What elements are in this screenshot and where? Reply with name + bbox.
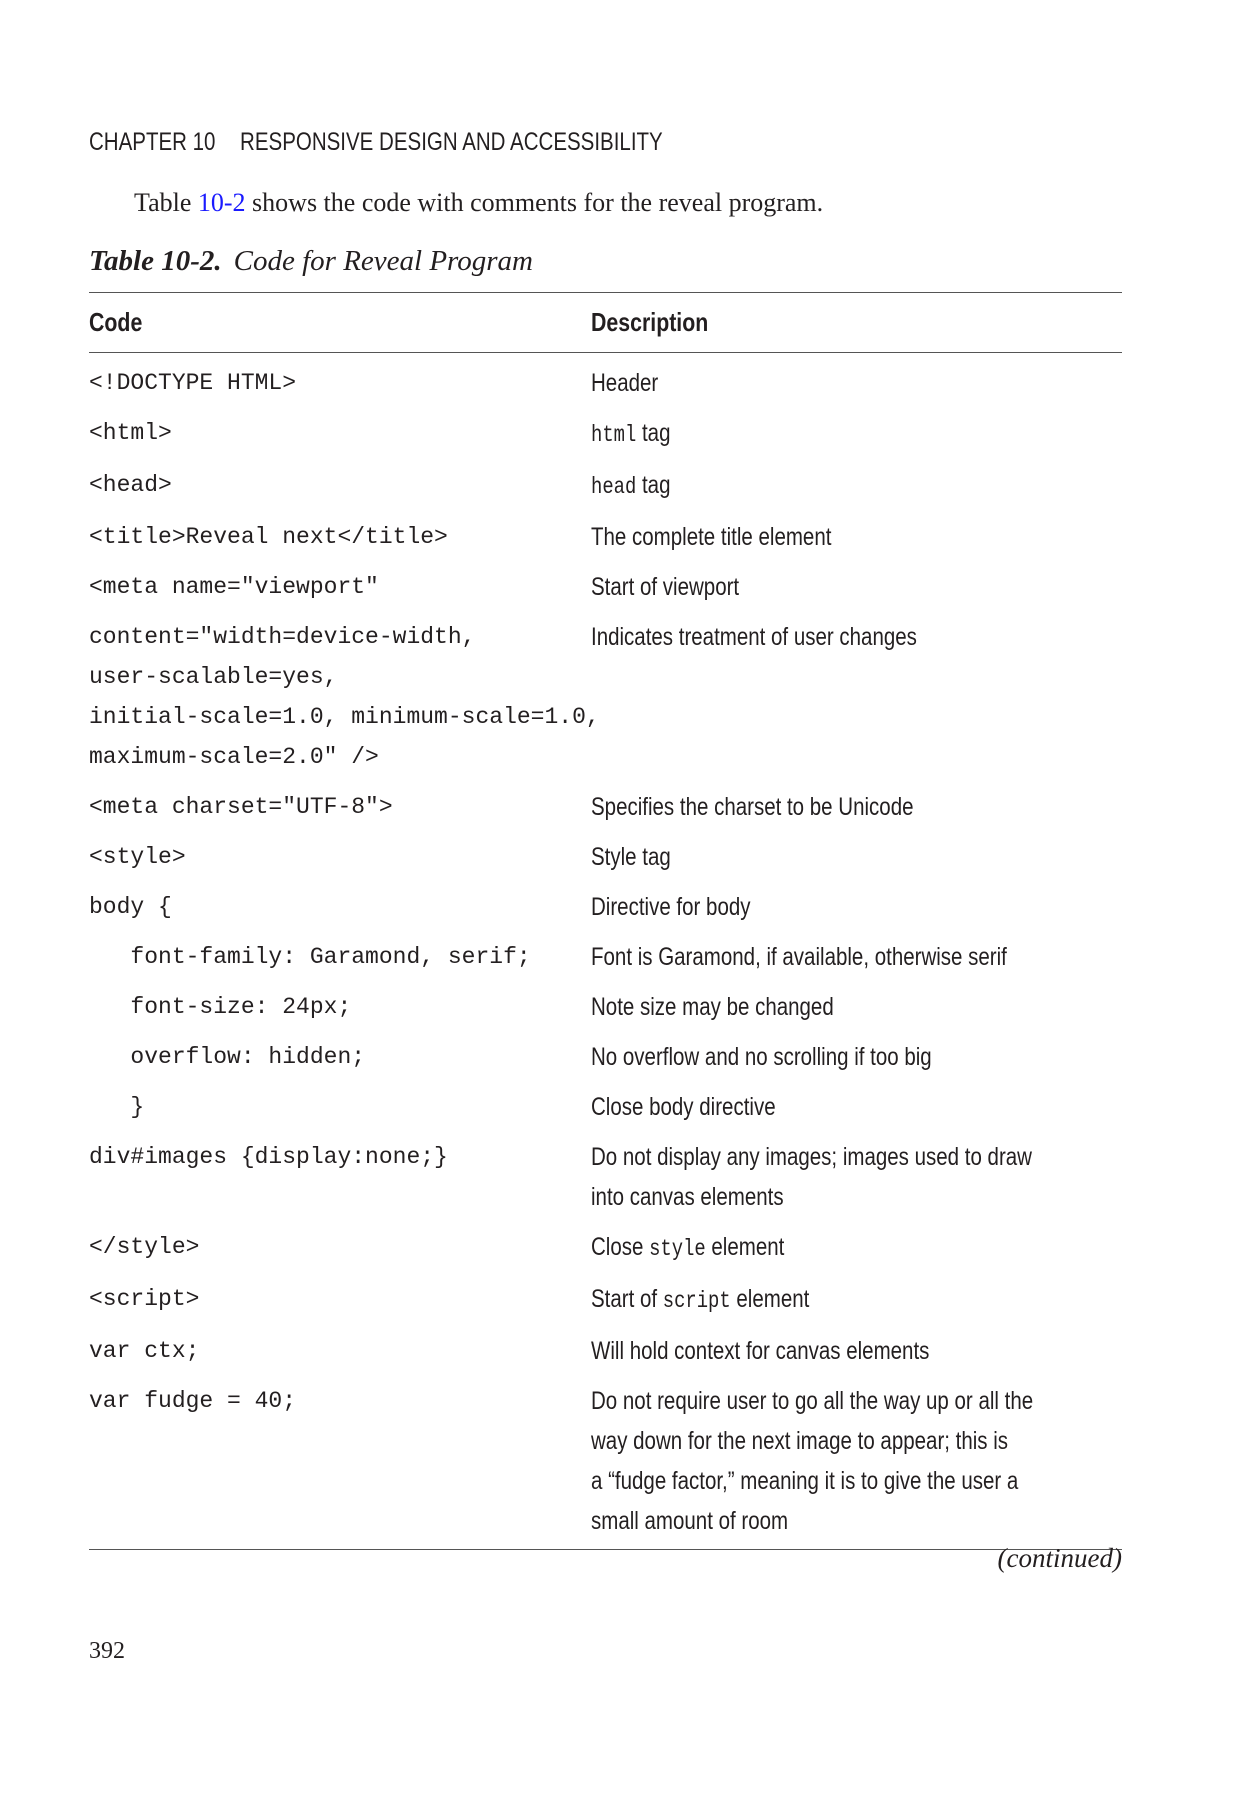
table-row — [89, 977, 1122, 1027]
description-text: small amount of room — [591, 1507, 789, 1535]
description-text: Start of — [591, 1285, 663, 1313]
code-line: font-size: 24px; — [89, 994, 352, 1020]
description-text: Header — [591, 369, 659, 397]
description-text: element — [705, 1233, 785, 1261]
description-line — [591, 887, 1122, 927]
table-caption — [89, 245, 533, 278]
code-line: <script> — [89, 1286, 200, 1312]
description-text: Do not display any images; images used to draw — [591, 1143, 1032, 1171]
table-header — [89, 293, 1122, 352]
table-row — [89, 1217, 1122, 1269]
description-line — [591, 1501, 1130, 1541]
description-text: Note size may be changed — [591, 993, 834, 1021]
table-row — [89, 1077, 1122, 1127]
chapter-number: CHAPTER 10 — [89, 128, 216, 156]
description-line — [591, 567, 1122, 607]
description-text: tag — [636, 419, 671, 447]
table-body — [89, 353, 1122, 1541]
description-text: No overflow and no scrolling if too big — [591, 1043, 932, 1071]
code-line: maximum-scale=2.0" /> — [89, 744, 379, 770]
description-line — [591, 1331, 1122, 1371]
description-text: Close — [591, 1233, 650, 1261]
page-number: 392 — [89, 1638, 125, 1664]
description-text: Will hold context for canvas elements — [591, 1337, 930, 1365]
code-line: body { — [89, 894, 172, 920]
table-row — [89, 1321, 1122, 1371]
code-line: div#images {display:none;} — [89, 1144, 448, 1170]
code-line: overflow: hidden; — [89, 1044, 366, 1070]
table-row — [89, 1371, 1122, 1541]
code-line: <!DOCTYPE HTML> — [89, 370, 297, 396]
description-text: Style tag — [591, 843, 671, 871]
code-line: <html> — [89, 420, 172, 446]
description-text: Do not require user to go all the way up or all the — [591, 1387, 1034, 1415]
caption-label: Table 10-2. — [89, 245, 222, 277]
table-row — [89, 353, 1122, 403]
table-row — [89, 507, 1122, 557]
description-line — [591, 517, 1122, 557]
code-table — [89, 292, 1122, 1550]
description-line — [591, 787, 1122, 827]
table-row — [89, 455, 1122, 507]
description-line — [591, 937, 1122, 977]
code-line: <meta charset="UTF-8"> — [89, 794, 393, 820]
description-text: into canvas elements — [591, 1183, 784, 1211]
code-line: <title>Reveal next</title> — [89, 524, 448, 550]
code-line: initial-scale=1.0, minimum-scale=1.0, — [89, 704, 600, 730]
chapter-title: RESPONSIVE DESIGN AND ACCESSIBILITY — [240, 128, 663, 156]
code-line: var fudge = 40; — [89, 1388, 297, 1414]
description-text: Font is Garamond, if available, otherwise serif — [591, 943, 1007, 971]
description-line — [591, 837, 1122, 877]
intro-text: shows the code with comments for the reveal program. — [245, 188, 824, 217]
code-line: <meta name="viewport" — [89, 574, 379, 600]
description-line — [591, 1137, 1129, 1177]
code-line: </style> — [89, 1234, 200, 1260]
description-text: tag — [636, 471, 671, 499]
caption-title: Code for Reveal Program — [233, 245, 533, 277]
running-header — [89, 128, 789, 157]
description-line — [591, 413, 1122, 455]
description-line — [591, 1381, 1130, 1421]
description-line — [591, 1177, 1129, 1217]
description-line — [591, 1421, 1130, 1461]
inline-code: html — [591, 422, 637, 448]
table-row — [89, 877, 1122, 927]
description-text: Specifies the charset to be Unicode — [591, 793, 914, 821]
inline-code: script — [662, 1288, 731, 1314]
description-text: element — [730, 1285, 810, 1313]
description-text: a “fudge factor,” meaning it is to give the user a — [591, 1467, 1019, 1495]
table-row — [89, 927, 1122, 977]
description-line — [591, 987, 1122, 1027]
intro-paragraph — [134, 188, 823, 218]
description-text: Directive for body — [591, 893, 751, 921]
code-line: <style> — [89, 844, 186, 870]
description-line — [591, 1227, 1122, 1269]
table-row — [89, 827, 1122, 877]
intro-text: Table — [134, 188, 198, 217]
description-line — [591, 363, 1122, 403]
description-text: Indicates treatment of user changes — [591, 623, 917, 651]
description-line — [591, 1087, 1122, 1127]
code-line: <head> — [89, 472, 172, 498]
description-text: Close body directive — [591, 1093, 776, 1121]
description-text: Start of viewport — [591, 573, 740, 601]
table-row — [89, 557, 1122, 607]
table-row — [89, 1027, 1122, 1077]
inline-code: style — [649, 1236, 706, 1262]
description-text: way down for the next image to appear; this is — [591, 1427, 1009, 1455]
code-line: content="width=device-width, — [89, 624, 476, 650]
description-text: The complete title element — [591, 523, 832, 551]
continued-note: (continued) — [997, 1543, 1122, 1573]
table-link[interactable]: 10-2 — [197, 188, 246, 217]
description-line — [591, 1279, 1122, 1321]
table-row — [89, 403, 1122, 455]
column-header-code: Code — [89, 307, 143, 337]
code-line: font-family: Garamond, serif; — [89, 944, 531, 970]
code-line: } — [89, 1094, 145, 1120]
column-header-description: Description — [591, 307, 709, 337]
table-row — [89, 607, 1122, 777]
table-row — [89, 1127, 1122, 1217]
description-line — [591, 1461, 1130, 1501]
code-line: var ctx; — [89, 1338, 200, 1364]
description-line — [591, 465, 1122, 507]
description-line — [591, 1037, 1122, 1077]
table-row — [89, 777, 1122, 827]
table-bottom-rule — [89, 1549, 1122, 1550]
inline-code: head — [591, 474, 637, 500]
table-row — [89, 1269, 1122, 1321]
code-line: user-scalable=yes, — [89, 664, 338, 690]
description-line — [591, 617, 1122, 657]
